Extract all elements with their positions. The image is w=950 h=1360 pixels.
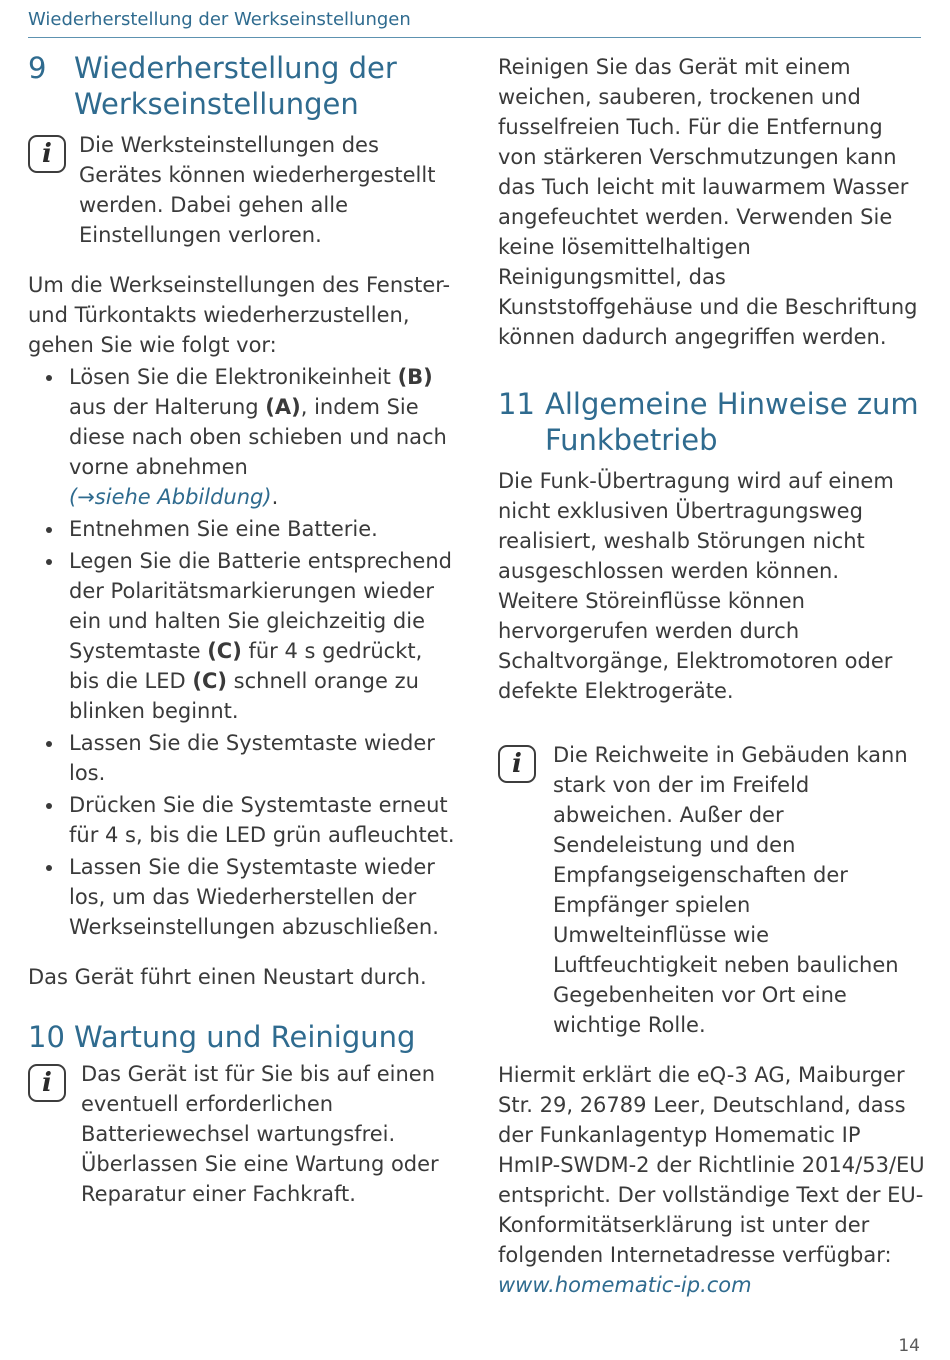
- label-c: (C): [207, 639, 242, 663]
- section-number: 11: [498, 387, 535, 421]
- step-text: Legen Sie die Batterie entsprechend der Polaritätsmarkierungen wieder ein und halten Sie gleichzeitig die Systemtaste: [69, 549, 452, 663]
- section-number: 9: [28, 51, 47, 85]
- section-title: Wiederherstellung der Werkseinstellungen: [74, 51, 397, 121]
- note-text: Die Werksteinstellungen des Gerätes können wiederhergestellt werden. Dabei gehen alle Einstellungen verloren.: [79, 133, 436, 247]
- section-10-heading: [28, 1019, 456, 1055]
- declaration-paragraph: [498, 1060, 926, 1300]
- info-note: [28, 130, 456, 250]
- label-c: (C): [192, 669, 227, 693]
- section-9-heading: [28, 50, 456, 122]
- step-text: aus der Halterung: [69, 395, 266, 419]
- step-text: schnell orange zu blinken beginnt.: [69, 669, 419, 723]
- list-item: Entnehmen Sie eine Batterie.: [28, 514, 456, 544]
- list-item: [28, 362, 456, 512]
- section-11-heading: [498, 386, 926, 458]
- info-icon: i: [498, 745, 536, 783]
- restart-paragraph: Das Gerät führt einen Neustart durch.: [28, 965, 427, 989]
- section-title: Wartung und Reinigung: [74, 1020, 416, 1054]
- step-text: für 4 s gedrückt, bis die LED: [69, 639, 423, 693]
- info-note: [28, 1059, 456, 1209]
- figure-reference-link[interactable]: (→siehe Abbildung): [69, 485, 272, 509]
- list-item: [28, 546, 456, 726]
- page-number: 14: [898, 1336, 920, 1356]
- running-header: Wiederherstellung der Werkseinstellungen: [28, 9, 921, 38]
- cleaning-paragraph: Reinigen Sie das Gerät mit einem weichen, sauberen, trockenen und fusselfreien Tuch. Für die Entfernung von stärkeren Verschmutzungen kann das Tuch leicht mit lauwarmem Wasser angefeuchtet werden. Verwenden Sie keine lösemittelhaltigen Reinigungsmittel, das Kunststoffgehäuse und die Beschriftung können dadurch angegriffen werden.: [498, 55, 918, 349]
- declaration-text: Hiermit erklärt die eQ-3 AG, Maiburger Str. 29, 26789 Leer, Deutschland, dass der Funkanlagentyp Homematic IP HmIP-SWDM-2 der Richtlinie 2014/53/EU entspricht. Der vollständige Text der EU-Konformitätserklärung ist unter der folgenden Internetadresse verfügbar:: [498, 1063, 925, 1267]
- section-number: 10: [28, 1020, 65, 1054]
- step-text: , indem Sie diese nach oben schieben und nach vorne abnehmen: [69, 395, 447, 479]
- list-item: Lassen Sie die Systemtaste wieder los.: [28, 728, 456, 788]
- note-text: Das Gerät ist für Sie bis auf einen eventuell erforderlichen Batteriewechsel wartungsfrei. Überlassen Sie eine Wartung oder Reparatur einer Fachkraft.: [81, 1062, 439, 1206]
- note-text: Die Reichweite in Gebäuden kann stark von der im Freifeld abweichen. Außer der Sendeleistung und den Empfangseigenschaften der Empfänger spielen Umwelteinflüsse wie Luftfeuchtigkeit neben baulichen Gegebenheiten vor Ort eine wichtige Rolle.: [553, 743, 908, 1037]
- steps-list: [28, 362, 456, 942]
- intro-paragraph: Um die Werkseinstellungen des Fenster- und Türkontakts wiederherzustellen, gehen Sie wie folgt vor:: [28, 273, 451, 357]
- info-note: [498, 740, 926, 1040]
- right-column: [498, 50, 926, 1300]
- radio-paragraph: Die Funk-Übertragung wird auf einem nicht exklusiven Übertragungsweg realisiert, weshalb Störungen nicht ausgeschlossen werden können. Weitere Störeinflüsse können hervorgerufen werden durch Schaltvorgänge, Elektromotoren oder defekte Elektrogeräte.: [498, 469, 894, 703]
- step-text: Lösen Sie die Elektronikeinheit: [69, 365, 398, 389]
- label-a: (A): [265, 395, 301, 419]
- step-text: .: [271, 485, 279, 509]
- left-column: [28, 50, 456, 1209]
- info-icon: i: [28, 135, 66, 173]
- list-item: Drücken Sie die Systemtaste erneut für 4 s, bis die LED grün aufleuchtet.: [28, 790, 456, 850]
- info-icon: i: [28, 1064, 66, 1102]
- homematic-url-link[interactable]: www.homematic-ip.com: [498, 1273, 752, 1297]
- label-b: (B): [397, 365, 433, 389]
- section-title: Allgemeine Hinweise zum Funkbetrieb: [545, 387, 919, 457]
- list-item: Lassen Sie die Systemtaste wieder los, um das Wiederherstellen der Werkseinstellungen abzuschließen.: [28, 852, 456, 942]
